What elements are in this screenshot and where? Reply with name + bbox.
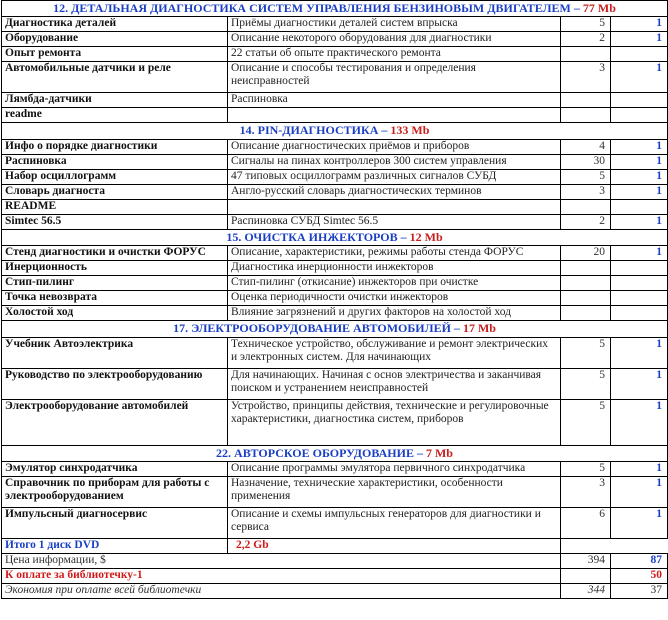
item-disks: 1 <box>611 155 668 170</box>
price-row <box>2 554 668 569</box>
section-header <box>2 446 668 462</box>
table-row <box>2 47 668 62</box>
item-name: Опыт ремонта <box>2 47 228 62</box>
item-disks: 1 <box>611 17 668 32</box>
item-disks <box>611 276 668 291</box>
table-row <box>2 17 668 32</box>
item-name: Лямбда-датчики <box>2 93 228 108</box>
item-disks: 1 <box>611 246 668 261</box>
table-row <box>2 32 668 47</box>
item-name: readme <box>2 108 228 123</box>
item-description: Приёмы диагностики деталей систем впрыска <box>228 17 561 32</box>
item-name: Стенд диагностики и очистки ФОРУС <box>2 246 228 261</box>
section-title-cell <box>2 123 668 140</box>
item-description: Описание и способы тестирования и определения неисправностей <box>228 62 561 93</box>
section-title-cell <box>2 321 668 338</box>
table-row <box>2 261 668 276</box>
section-header <box>2 1 668 17</box>
item-count: 5 <box>561 17 611 32</box>
economy-value: 344 <box>561 584 611 599</box>
section-header <box>2 321 668 338</box>
section-size: 17 Mb <box>462 321 496 335</box>
table-row <box>2 306 668 321</box>
item-disks: 1 <box>611 508 668 539</box>
table-row <box>2 338 668 369</box>
table-row <box>2 462 668 477</box>
item-name: Импульсный диагносервис <box>2 508 228 539</box>
item-name: README <box>2 200 228 215</box>
table-row <box>2 276 668 291</box>
item-count: 30 <box>561 155 611 170</box>
item-count: 5 <box>561 338 611 369</box>
empty-cell <box>611 539 668 554</box>
item-description: Описание некоторого оборудования для диагностики <box>228 32 561 47</box>
item-name: Эмулятор синхродатчика <box>2 462 228 477</box>
table-row <box>2 185 668 200</box>
table-row <box>2 400 668 446</box>
item-count: 20 <box>561 246 611 261</box>
library-value: 50 <box>611 569 668 584</box>
table-row <box>2 215 668 230</box>
table-row <box>2 369 668 400</box>
item-disks <box>611 261 668 276</box>
section-header <box>2 123 668 140</box>
section-size: 7 Mb <box>425 446 453 460</box>
item-name: Автомобильные датчики и реле <box>2 62 228 93</box>
item-count: 3 <box>561 477 611 508</box>
item-name: Руководство по электрооборудованию <box>2 369 228 400</box>
item-name: Инфо о порядке диагностики <box>2 140 228 155</box>
section-title-cell <box>2 446 668 462</box>
price-disks: 87 <box>611 554 668 569</box>
item-name: Электрооборудование автомобилей <box>2 400 228 446</box>
total-row <box>2 539 668 554</box>
section-title: 15. ОЧИСТКА ИНЖЕКТОРОВ – <box>226 230 410 244</box>
item-disks: 1 <box>611 400 668 446</box>
item-disks: 1 <box>611 369 668 400</box>
item-description: Распиновка <box>228 93 561 108</box>
item-count: 5 <box>561 369 611 400</box>
item-description: Для начинающих. Начиная с основ электричества и заканчивая поиском и устранением неисправностей <box>228 369 561 400</box>
table-row <box>2 291 668 306</box>
item-count: 2 <box>561 215 611 230</box>
library-row <box>2 569 668 584</box>
item-name: Словарь диагноста <box>2 185 228 200</box>
item-description: Стип-пилинг (откисание) инжекторов при очистке <box>228 276 561 291</box>
section-size: 133 Mb <box>390 123 430 137</box>
item-disks: 1 <box>611 185 668 200</box>
item-description: Распиновка СУБД Simtec 56.5 <box>228 215 561 230</box>
item-count: 3 <box>561 62 611 93</box>
item-description: Оценка периодичности очистки инжекторов <box>228 291 561 306</box>
item-description <box>228 108 561 123</box>
section-size: 12 Mb <box>409 230 443 244</box>
item-name: Распиновка <box>2 155 228 170</box>
library-label: К оплате за библиотечку-1 <box>2 569 561 584</box>
item-count: 5 <box>561 170 611 185</box>
item-name: Точка невозврата <box>2 291 228 306</box>
catalog-body <box>2 1 668 599</box>
section-title: 22. АВТОРСКОЕ ОБОРУДОВАНИЕ – <box>216 446 426 460</box>
item-name: Учебник Автоэлектрика <box>2 338 228 369</box>
item-count <box>561 276 611 291</box>
item-count <box>561 306 611 321</box>
item-description: Описание и схемы импульсных генераторов для диагностики и сервиса <box>228 508 561 539</box>
item-name: Диагностика деталей <box>2 17 228 32</box>
total-label: Итого 1 диск DVD <box>2 539 228 554</box>
empty-cell <box>561 539 611 554</box>
item-description: Техническое устройство, обслуживание и ремонт электрических и электронных систем. Для начинающих <box>228 338 561 369</box>
item-description: 22 статьи об опыте практического ремонта <box>228 47 561 62</box>
item-description: Описание программы эмулятора первичного синхродатчика <box>228 462 561 477</box>
item-description: Назначение, технические характеристики, особенности применения <box>228 477 561 508</box>
table-row <box>2 93 668 108</box>
item-count <box>561 108 611 123</box>
item-count <box>561 200 611 215</box>
item-count: 6 <box>561 508 611 539</box>
item-count: 5 <box>561 400 611 446</box>
item-count <box>561 93 611 108</box>
item-disks: 1 <box>611 477 668 508</box>
item-disks <box>611 200 668 215</box>
section-title: 12. ДЕТАЛЬНАЯ ДИАГНОСТИКА СИСТЕМ УПРАВЛЕНИЯ БЕНЗИНОВЫМ ДВИГАТЕЛЕМ – <box>53 1 583 15</box>
economy-label: Экономия при оплате всей библиотечки <box>2 584 561 599</box>
section-header <box>2 230 668 246</box>
table-row <box>2 508 668 539</box>
item-name: Справочник по приборам для работы с электрооборудованием <box>2 477 228 508</box>
item-count <box>561 47 611 62</box>
item-description <box>228 200 561 215</box>
item-disks: 1 <box>611 170 668 185</box>
item-description: 47 типовых осциллограмм различных сигналов СУБД <box>228 170 561 185</box>
item-disks: 1 <box>611 140 668 155</box>
table-row <box>2 62 668 93</box>
item-disks: 1 <box>611 215 668 230</box>
table-row <box>2 170 668 185</box>
section-title: 14. PIN-ДИАГНОСТИКА – <box>239 123 391 137</box>
economy-disks: 37 <box>611 584 668 599</box>
catalog-table <box>1 0 668 599</box>
item-count: 5 <box>561 462 611 477</box>
table-row <box>2 140 668 155</box>
item-count <box>561 291 611 306</box>
item-disks <box>611 291 668 306</box>
section-title: 17. ЭЛЕКТРООБОРУДОВАНИЕ АВТОМОБИЛЕЙ – <box>173 321 463 335</box>
item-description: Диагностика инерционности инжекторов <box>228 261 561 276</box>
section-size: 77 Mb <box>582 1 616 15</box>
item-disks: 1 <box>611 62 668 93</box>
item-name: Холостой ход <box>2 306 228 321</box>
item-disks: 1 <box>611 338 668 369</box>
item-disks: 1 <box>611 32 668 47</box>
item-count: 3 <box>561 185 611 200</box>
item-description: Сигналы на пинах контроллеров 300 систем управления <box>228 155 561 170</box>
item-name: Инерционность <box>2 261 228 276</box>
table-row <box>2 246 668 261</box>
item-description: Устройство, принципы действия, технические и регулировочные характеристики, диагностика систем, приборов <box>228 400 561 446</box>
item-name: Оборудование <box>2 32 228 47</box>
item-count: 4 <box>561 140 611 155</box>
item-description: Влияние загрязнений и других факторов на холостой ход <box>228 306 561 321</box>
item-description: Описание диагностических приёмов и приборов <box>228 140 561 155</box>
item-disks <box>611 306 668 321</box>
item-disks <box>611 93 668 108</box>
economy-row <box>2 584 668 599</box>
item-count: 2 <box>561 32 611 47</box>
section-title-cell <box>2 1 668 17</box>
price-label: Цена информации, $ <box>2 554 561 569</box>
item-disks <box>611 108 668 123</box>
table-row <box>2 200 668 215</box>
price-value: 394 <box>561 554 611 569</box>
table-row <box>2 155 668 170</box>
item-description: Англо-русский словарь диагностических терминов <box>228 185 561 200</box>
item-name: Simtec 56.5 <box>2 215 228 230</box>
section-title-cell <box>2 230 668 246</box>
item-name: Стип-пилинг <box>2 276 228 291</box>
table-row <box>2 477 668 508</box>
total-size: 2,2 Gb <box>228 539 561 554</box>
item-count <box>561 261 611 276</box>
item-name: Набор осциллограмм <box>2 170 228 185</box>
item-disks <box>611 47 668 62</box>
table-row <box>2 108 668 123</box>
empty-cell <box>561 569 611 584</box>
item-description: Описание, характеристики, режимы работы стенда ФОРУС <box>228 246 561 261</box>
item-disks: 1 <box>611 462 668 477</box>
